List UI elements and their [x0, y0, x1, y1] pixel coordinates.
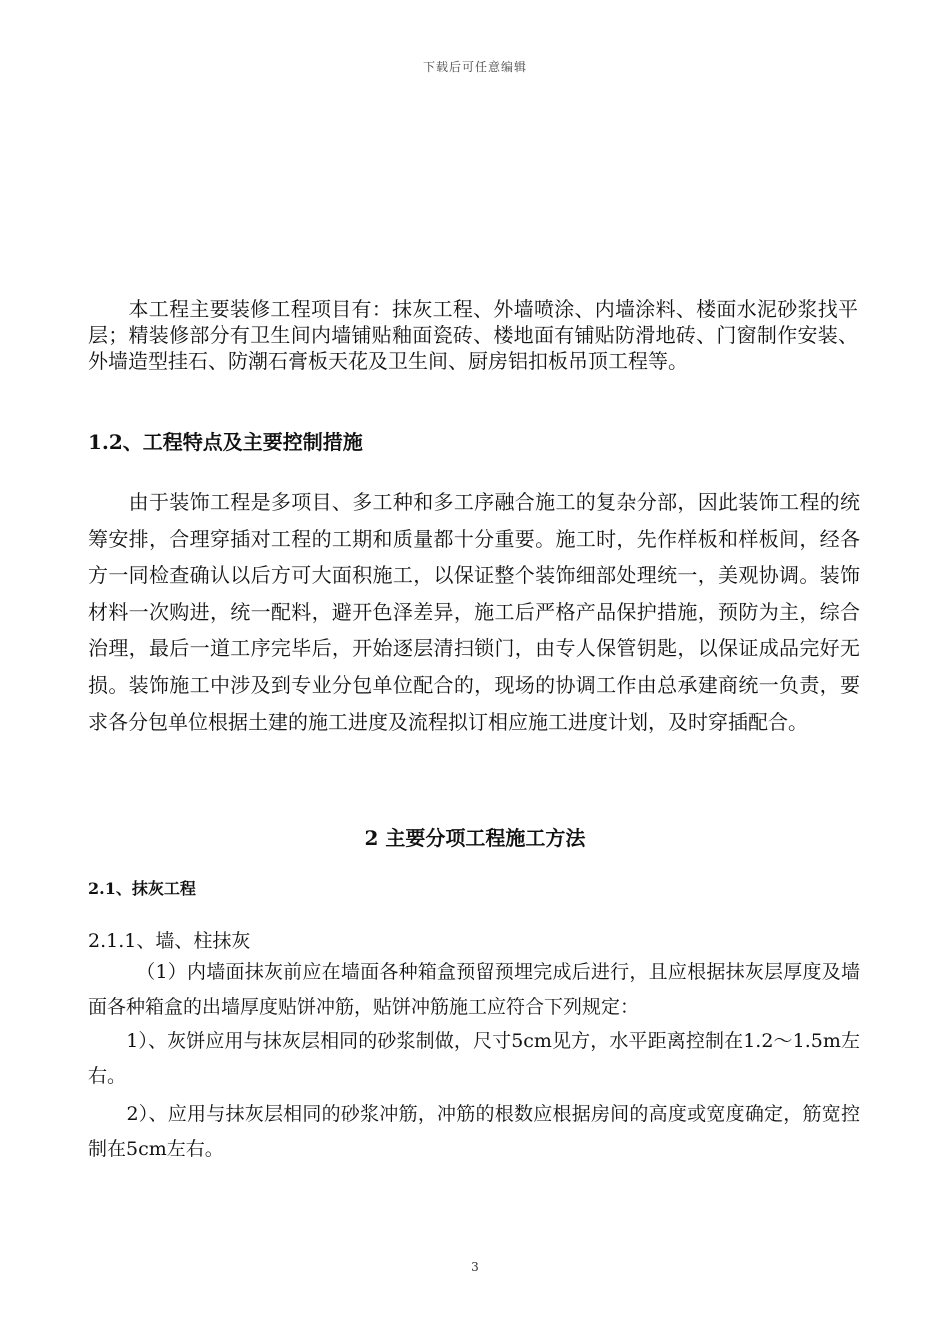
page-number: 3 [471, 1260, 479, 1274]
list-item-3: 2）、应用与抹灰层相同的砂浆冲筋，冲筋的根数应根据房间的高度或宽度确定，筋宽控制在5cm左右。 [88, 1103, 860, 1160]
list-item-2: 1）、灰饼应用与抹灰层相同的砂浆制做，尺寸5cm见方，水平距离控制在1.2～1.5m左右。 [88, 1030, 860, 1087]
section-heading-2-1: 2.1、抹灰工程 [88, 879, 196, 898]
section-1-2-paragraph: 由于装饰工程是多项目、多工种和多工序融合施工的复杂分部，因此装饰工程的统筹安排，合理穿插对工程的工期和质量都十分重要。施工时，先作样板和样板间，经各方一同检查确认以后方可大面积施工，以保证整个装饰细部处理统一，美观协调。装饰材料一次购进，统一配料，避开色泽差异，施工后严格产品保护措施，预防为主，综合治理，最后一道工序完毕后，开始逐层清扫锁门，由专人保管钥匙，以保证成品完好无损。装饰施工中涉及到专业分包单位配合的，现场的协调工作由总承建商统一负责，要求各分包单位根据土建的施工进度及流程拟订相应施工进度计划，及时穿插配合。 [88, 490, 860, 734]
intro-paragraph: 本工程主要装修工程项目有：抹灰工程、外墙喷涂、内墙涂料、楼面水泥砂浆找平层；精装修部分有卫生间内墙铺贴釉面瓷砖、楼地面有铺贴防滑地砖、门窗制作安装、外墙造型挂石、防潮石膏板天花及卫生间、厨房铝扣板吊顶工程等。 [88, 297, 858, 373]
section-heading-2-1-1: 2.1.1、墙、柱抹灰 [88, 930, 251, 952]
chapter-heading-2: 2 主要分项工程施工方法 [364, 826, 586, 850]
section-heading-1-2: 1.2、工程特点及主要控制措施 [88, 430, 363, 454]
list-item-1: （1）内墙面抹灰前应在墙面各种箱盒预留预埋完成后进行，且应根据抹灰层厚度及墙面各种箱盒的出墙厚度贴饼冲筋，贴饼冲筋施工应符合下列规定： [88, 961, 860, 1018]
page-header: 下载后可任意编辑 [422, 60, 527, 74]
